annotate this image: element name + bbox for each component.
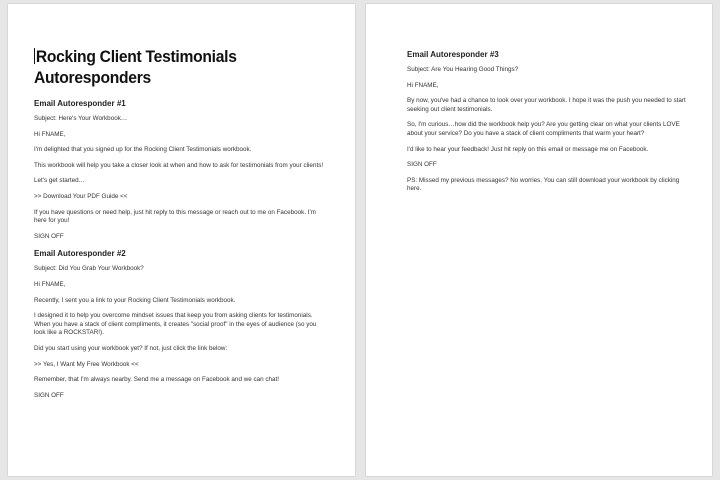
title-line-1: Rocking Client Testimonials (35, 47, 237, 66)
email-2-subject: Subject: Did You Grab Your Workbook? (34, 265, 144, 273)
document-page-1 (8, 4, 355, 476)
email-1-paragraph-2: This workbook will help you take a closer look at when and how to ask for testimonials from your clients! (34, 161, 324, 169)
text-cursor (34, 48, 35, 64)
email-2-paragraph-5: Remember, that I'm always nearby. Send me a message on Facebook and we can chat! (34, 376, 280, 384)
email-3-paragraph-1: By now, you've had a chance to look over your workbook. I hope it was the push you needed to start seeking out client testimonials. (407, 97, 686, 113)
email-3-signoff: SIGN OFF (407, 161, 437, 169)
page-1-content (34, 46, 326, 407)
page-2-content (407, 49, 689, 201)
email-2-paragraph-3: Did you start using your workbook yet? If not, just click the link below: (34, 344, 228, 352)
email-3-subject: Subject: Are You Hearing Good Things? (407, 66, 519, 73)
email-1-paragraph-5: If you have questions or need help, just hit reply to this message or reach out to me on Facebook. I'm here for you! (34, 208, 316, 225)
email-1-paragraph-3: Let's get started… (34, 177, 85, 185)
email-2-signoff: SIGN OFF (34, 391, 64, 399)
email-1-download-link: >> Download Your PDF Guide << (34, 192, 128, 200)
email-3-paragraph-3: I'd like to hear your feedback! Just hit reply on this email or message me on Facebook. (407, 145, 649, 153)
document-title (34, 46, 303, 88)
email-2-paragraph-2: I designed it to help you overcome mindset issues that keep you from asking clients for testimonials. When you have a stack of client compliments, it creates "social proof" in the eyes of audience (so you look like a ROCKSTAR!). (34, 312, 317, 337)
email-1-subject: Subject: Here's Your Workbook… (34, 115, 128, 122)
email-2-paragraph-1: Recently, I sent you a link to your Rocking Client Testimonials workbook. (34, 296, 236, 304)
email-3-paragraph-2: So, I'm curious…how did the workbook help you? Are you getting clear on what your clients LOVE about your service? Do you have a stack of client compliments that warm your heart? (407, 121, 680, 137)
email-2-greeting: Hi FNAME, (34, 280, 66, 288)
title-line-2: Autoresponders (34, 68, 151, 87)
email-1-heading: Email Autoresponder #1 (34, 99, 126, 108)
email-3-postscript: PS: Missed my previous messages? No worries. You can still download your workbook by clicking here. (407, 176, 680, 193)
email-3-heading: Email Autoresponder #3 (407, 50, 499, 59)
email-1-greeting: Hi FNAME, (34, 130, 66, 138)
email-2-workbook-link: >> Yes, I Want My Free Workbook << (34, 360, 139, 368)
email-1-paragraph-1: I'm delighted that you signed up for the Rocking Client Testimonials workbook. (34, 146, 252, 154)
email-2-heading: Email Autoresponder #2 (34, 249, 126, 259)
document-page-2 (366, 4, 712, 476)
email-3-greeting: Hi FNAME, (407, 81, 439, 89)
email-1-signoff: SIGN OFF (34, 232, 64, 240)
